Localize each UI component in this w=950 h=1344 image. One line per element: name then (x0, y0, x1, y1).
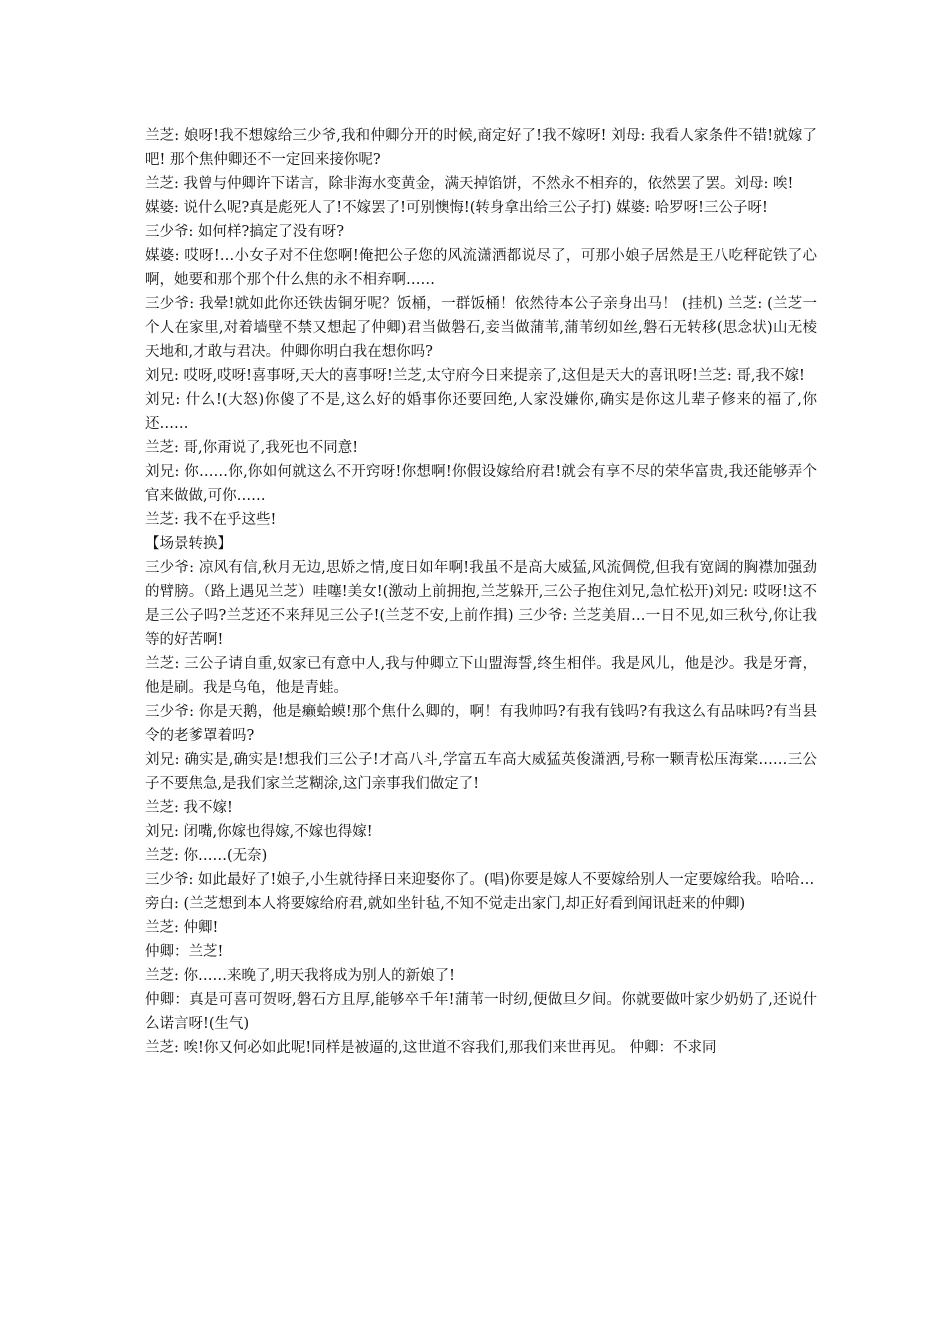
scene-change-heading: 【场景转换】 (145, 536, 232, 552)
paragraph-11: 兰芝: 我不在乎这些! (145, 512, 277, 528)
paragraph-2: 兰芝: 我曾与仲卿许下诺言，除非海水变黄金，满天掉馅饼，不然永不相弃的，依然罢了罢。刘母: 唉! (145, 176, 794, 192)
paragraph-6: 三少爷: 我晕!就如此你还铁齿铜牙呢？饭桶，一群饭桶！依然待本公子亲身出马！ (挂机) 兰芝: (兰芝一个人在家里,对着墙壁不禁又想起了仲卿)君当做磐石,妾当做蒲苇,蒲苇纫如丝,磐石无转移(思念状)山无棱天地和,才敢与君决。仲卿你明白我在想你吗? (145, 296, 817, 360)
paragraph-13: 三少爷: 凉风有信,秋月无边,思娇之情,度日如年啊!我虽不是高大威猛,风流倜傥,但我有宽阔的胸襟加强劲的臂膀。（路上遇见兰芝）哇噻!美女!(激动上前拥抱,兰芝躲开,三公子抱住刘兄,急忙松开)刘兄: 哎呀!这不是三公子吗?兰芝还不来拜见三公子!(兰芝不安,上前作揖) 三少爷: 兰芝美眉…一日不见,如三秋兮,你让我等的好苦啊! (145, 560, 817, 648)
paragraph-26: 兰芝: 唉!你又何必如此呢!同样是被逼的,这世道不容我们,那我们来世再见。 仲卿：不求同 (145, 1040, 717, 1056)
paragraph-22: 兰芝: 仲卿! (145, 920, 219, 936)
paragraph-25: 仲卿：真是可喜可贺呀,磐石方且厚,能够卒千年!蒲苇一时纫,便做旦夕间。你就要做叶家少奶奶了,还说什么诺言呀!(生气) (145, 992, 817, 1032)
paragraph-20: 三少爷: 如此最好了!娘子,小生就待择日来迎娶你了。(唱)你要是嫁人不要嫁给别人一定要嫁给我。哈哈… (145, 872, 815, 888)
paragraph-18: 刘兄: 闭嘴,你嫁也得嫁,不嫁也得嫁! (145, 824, 373, 840)
paragraph-9: 兰芝: 哥,你甭说了,我死也不同意! (145, 440, 359, 456)
paragraph-10: 刘兄: 你……你,你如何就这么不开窍呀!你想啊!你假设嫁给府君!就会有享不尽的荣华富贵,我还能够弄个官来做做,可你…… (145, 464, 817, 504)
paragraph-4: 三少爷: 如何样?搞定了没有呀? (145, 224, 345, 240)
paragraph-8: 刘兄: 什么!(大怒)你傻了不是,这么好的婚事你还要回绝,人家没嫌你,确实是你这儿辈子修来的福了,你还…… (145, 392, 817, 432)
paragraph-14: 兰芝: 三公子请自重,奴家已有意中人,我与仲卿立下山盟海誓,终生相伴。我是风儿，他是沙。我是牙膏，他是刷。我是乌龟，他是青蛙。 (145, 656, 817, 696)
paragraph-3: 媒婆: 说什么呢?真是彪死人了!不嫁罢了!可别懊悔!(转身拿出给三公子打) 媒婆: 哈罗呀!三公子呀! (145, 200, 768, 216)
paragraph-1: 兰芝: 娘呀!我不想嫁给三少爷,我和仲卿分开的时候,商定好了!我不嫁呀! 刘母: 我看人家条件不错!就嫁了吧! 那个焦仲卿还不一定回来接你呢? (145, 128, 817, 168)
document-page (145, 124, 817, 1060)
paragraph-21: 旁白: (兰芝想到本人将要嫁给府君,就如坐针毡,不知不觉走出家门,却正好看到闻讯赶来的仲卿) (145, 896, 746, 912)
paragraph-24: 兰芝: 你……来晚了,明天我将成为别人的新娘了! (145, 968, 455, 984)
paragraph-7: 刘兄: 哎呀,哎呀!喜事呀,天大的喜事呀!兰芝,太守府今日来提亲了,这但是天大的喜讯呀!兰芝: 哥,我不嫁! (145, 368, 805, 384)
paragraph-5: 媒婆: 哎呀!…小女子对不住您啊!俺把公子您的风流潇洒都说尽了，可那小娘子居然是王八吃秤砣铁了心啊，她要和那个那个什么焦的永不相弃啊…… (145, 248, 817, 288)
paragraph-17: 兰芝: 我不嫁! (145, 800, 233, 816)
paragraph-19: 兰芝: 你……(无奈) (145, 848, 268, 864)
paragraph-15: 三少爷: 你是天鹅，他是癞蛤蟆!那个焦什么卿的，啊！有我帅吗?有我有钱吗?有我这么有品味吗?有当县令的老爹罩着吗? (145, 704, 817, 744)
paragraph-16: 刘兄: 确实是,确实是!想我们三公子!才高八斗,学富五车高大威猛英俊潇洒,号称一颗青松压海棠……三公子不要焦急,是我们家兰芝糊涂,这门亲事我们做定了! (145, 752, 817, 792)
paragraph-23: 仲卿：兰芝! (145, 944, 224, 960)
